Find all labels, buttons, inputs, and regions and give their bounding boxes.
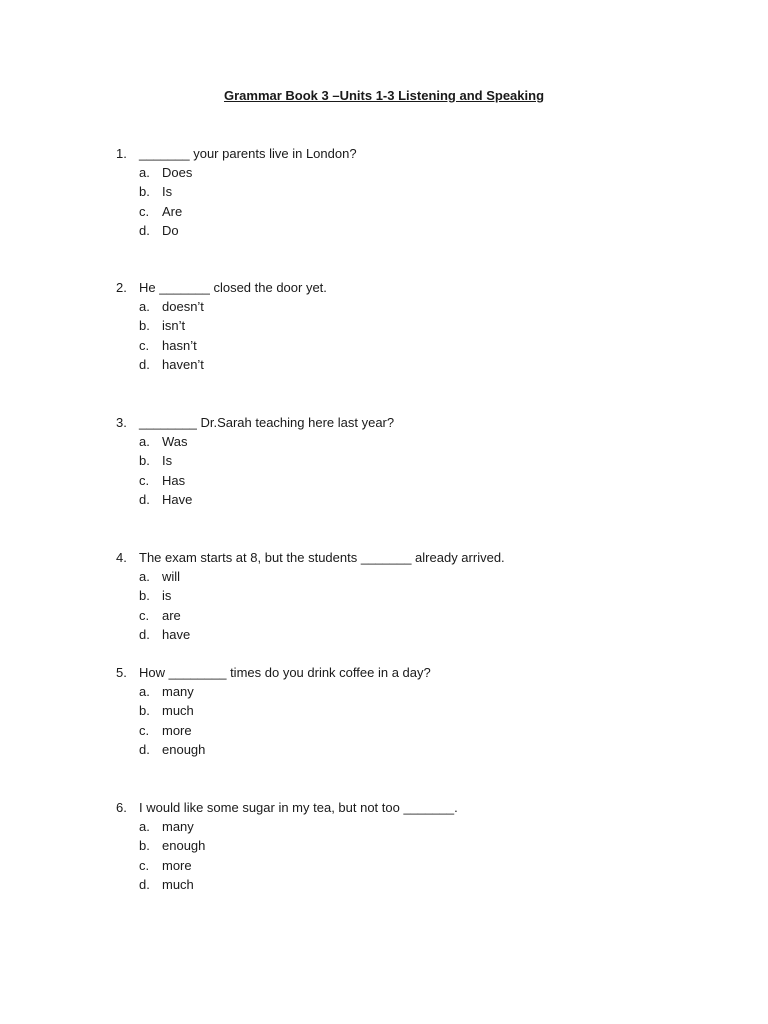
answer-options	[116, 434, 716, 511]
question-text: He _______ closed the door yet.	[139, 280, 327, 295]
option-text: more	[162, 857, 192, 873]
option-letter: a.	[139, 569, 150, 584]
option-letter: c.	[139, 857, 150, 873]
option-c	[116, 473, 716, 492]
answer-options	[116, 819, 716, 896]
option-c	[116, 338, 716, 357]
option-letter: c.	[139, 203, 150, 219]
option-d	[116, 492, 716, 511]
question-number: 6.	[116, 800, 127, 815]
answer-options	[116, 684, 716, 761]
option-c	[116, 608, 716, 627]
option-c	[116, 858, 716, 877]
option-b	[116, 184, 716, 203]
option-d	[116, 742, 716, 761]
option-c	[116, 723, 716, 742]
question-text: How ________ times do you drink coffee in a day?	[139, 665, 431, 680]
option-text: have	[162, 626, 191, 642]
option-letter: a.	[139, 165, 150, 180]
question-text: The exam starts at 8, but the students _______ already arrived.	[139, 550, 505, 565]
option-a	[116, 684, 716, 703]
option-text: Are	[162, 203, 183, 219]
question-number: 1.	[116, 146, 127, 161]
option-text: hasn’t	[162, 337, 197, 353]
option-d	[116, 223, 716, 242]
question-number: 3.	[116, 415, 127, 430]
answer-options	[116, 299, 716, 376]
option-a	[116, 569, 716, 588]
option-b	[116, 838, 716, 857]
option-text: are	[162, 607, 181, 623]
option-d	[116, 627, 716, 646]
option-letter: d.	[139, 356, 150, 372]
option-letter: d.	[139, 876, 150, 892]
question-stem	[116, 665, 716, 681]
option-b	[116, 703, 716, 722]
option-text: many	[162, 819, 194, 834]
option-text: Does	[162, 165, 193, 180]
option-letter: a.	[139, 299, 150, 314]
option-letter: c.	[139, 337, 150, 353]
option-text: more	[162, 722, 192, 738]
question-3	[116, 415, 716, 511]
question-4	[116, 550, 716, 646]
option-letter: b.	[139, 184, 150, 200]
question-stem	[116, 415, 716, 431]
option-letter: c.	[139, 607, 150, 623]
page-title: Grammar Book 3 –Units 1-3 Listening and Speaking	[223, 88, 545, 103]
option-text: enough	[162, 838, 206, 854]
answer-options	[116, 165, 716, 242]
option-b	[116, 588, 716, 607]
option-a	[116, 434, 716, 453]
question-1	[116, 146, 716, 242]
option-text: is	[162, 588, 172, 604]
option-a	[116, 299, 716, 318]
question-stem	[116, 146, 716, 162]
question-number: 5.	[116, 665, 127, 680]
option-text: many	[162, 684, 194, 699]
question-stem	[116, 280, 716, 296]
question-number: 2.	[116, 280, 127, 295]
option-text: much	[162, 703, 194, 719]
option-c	[116, 204, 716, 223]
option-letter: c.	[139, 722, 150, 738]
option-a	[116, 819, 716, 838]
option-a	[116, 165, 716, 184]
option-letter: b.	[139, 838, 150, 854]
option-text: haven’t	[162, 356, 204, 372]
option-text: Do	[162, 222, 179, 238]
option-text: much	[162, 876, 194, 892]
question-text: I would like some sugar in my tea, but not too _______.	[139, 800, 458, 815]
question-text: _______ your parents live in London?	[139, 146, 357, 161]
option-letter: b.	[139, 588, 150, 604]
option-letter: a.	[139, 819, 150, 834]
option-letter: d.	[139, 222, 150, 238]
question-text: ________ Dr.Sarah teaching here last year?	[139, 415, 395, 430]
question-5	[116, 665, 716, 761]
option-letter: d.	[139, 626, 150, 642]
question-stem	[116, 550, 716, 566]
option-b	[116, 318, 716, 337]
question-stem	[116, 800, 716, 816]
question-6	[116, 800, 716, 896]
option-letter: b.	[139, 703, 150, 719]
option-letter: a.	[139, 684, 150, 699]
option-text: enough	[162, 741, 206, 757]
option-d	[116, 357, 716, 376]
option-letter: d.	[139, 491, 150, 507]
option-text: Has	[162, 472, 186, 488]
option-letter: d.	[139, 741, 150, 757]
option-text: Is	[162, 453, 173, 469]
option-text: will	[162, 569, 181, 584]
option-text: Have	[162, 491, 193, 507]
answer-options	[116, 569, 716, 646]
option-text: Is	[162, 184, 173, 200]
option-letter: b.	[139, 318, 150, 334]
option-text: doesn’t	[162, 299, 204, 314]
question-number: 4.	[116, 550, 127, 565]
question-2	[116, 280, 716, 376]
option-letter: a.	[139, 434, 150, 449]
option-letter: c.	[139, 472, 150, 488]
option-text: isn’t	[162, 318, 186, 334]
option-letter: b.	[139, 453, 150, 469]
option-text: Was	[162, 434, 188, 449]
option-b	[116, 453, 716, 472]
option-d	[116, 877, 716, 896]
